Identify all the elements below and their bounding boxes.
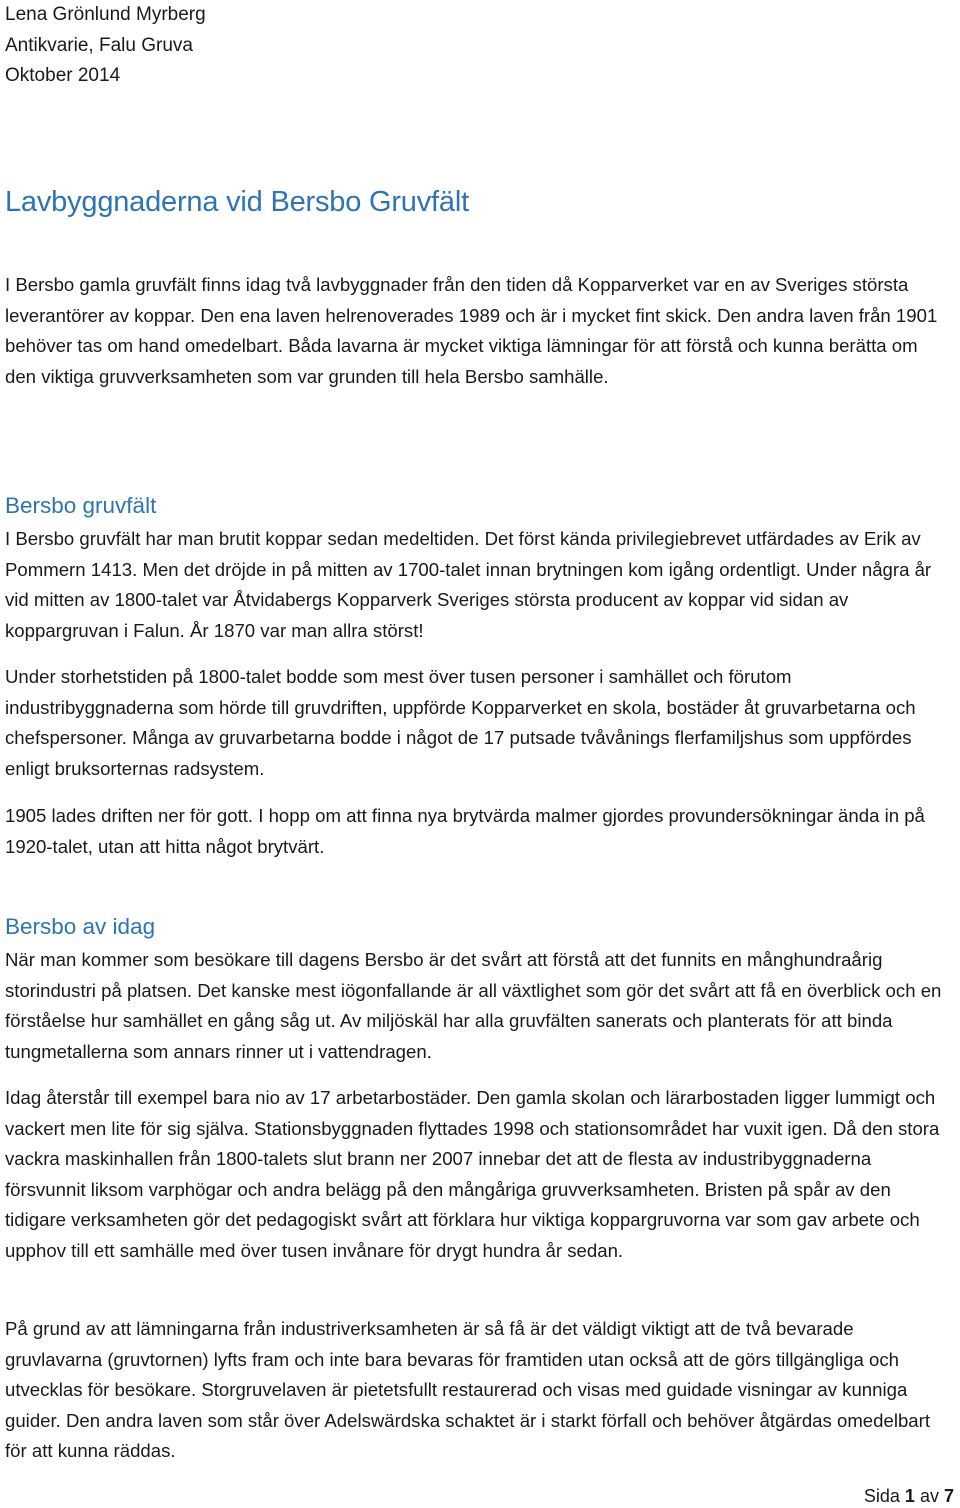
section1-paragraph-3: 1905 lades driften ner för gott. I hopp om att finna nya brytvärda malmer gjordes provundersökningar ända in på 1920-talet, utan att hitta något brytvärt. [5, 805, 925, 857]
section2-paragraph-3: På grund av att lämningarna från industriverksamheten är så få är det väldigt viktigt att de två bevarade gruvlavarna (gruvtornen) lyfts fram och inte bara bevaras för framtiden utan också att de görs tillgängliga och utvecklas för besökare. Storgruvelaven är pietetsfullt restaurerad och visas med guidade visningar av kunniga guider. Den andra laven som står över Adelswärdska schaktet är i starkt förfall och behöver åtgärdas omedelbart för att kunna räddas. [5, 1318, 931, 1462]
section1-paragraph-1: I Bersbo gruvfält har man brutit koppar sedan medeltiden. Det först kända privilegiebrevet utfärdades av Erik av Pommern 1413. Men det dröjde in på mitten av 1700-talet innan brytningen kom igång ordentligt. Under några år vid mitten av 1800-talet var Åtvidabergs Kopparverk Sveriges största producent av koppar vid sidan av koppargruvan i Falun. År 1870 var man allra störst! [5, 528, 932, 641]
section-heading-bersbo-gruvfalt: Bersbo gruvfält [5, 493, 157, 518]
author-block [5, 0, 206, 92]
page-number [864, 1484, 954, 1508]
author-role: Antikvarie, Falu Gruva [5, 34, 193, 56]
section2-paragraph-2: Idag återstår till exempel bara nio av 17 arbetarbostäder. Den gamla skolan och lärarbostaden ligger lummigt och vackert men lite för sig själva. Stationsbyggnaden flyttades 1998 och stationsområdet har vuxit igen. Då den stora vackra maskinhallen från 1800-talets slut brann ner 2007 innebar det att de flesta av industribyggnaderna försvunnit liksom varphögar och andra belägg på den mångåriga gruvverksamheten. Bristen på spår av den tidigare verksamheten gör det pedagogiskt svårt att förklara hur viktiga koppargruvorna var som gav arbete och upphov till ett samhälle med över tusen invånare för drygt hundra år sedan. [5, 1087, 940, 1261]
document-title: Lavbyggnaderna vid Bersbo Gruvfält [5, 186, 469, 218]
section-heading-bersbo-av-idag: Bersbo av idag [5, 914, 156, 939]
section1-paragraph-2: Under storhetstiden på 1800-talet bodde som mest över tusen personer i samhället och förutom industribyggnaderna som hörde till gruvdriften, uppförde Kopparverket en skola, bostäder åt gruvarbetarna och chefspersoner. Många av gruvarbetarna bodde i något de 17 putsade tvåvånings flerfamiljshus som uppfördes enligt bruksorternas radsystem. [5, 666, 916, 779]
of-word: av [919, 1486, 939, 1506]
intro-paragraph: I Bersbo gamla gruvfält finns idag två lavbyggnader från den tiden då Kopparverket var en av Sveriges största leverantörer av koppar. Den ena laven helrenoverades 1989 och är i mycket fint skick. Den andra laven från 1901 behöver tas om hand omedelbart. Båda lavarna är mycket viktiga lämningar för att förstå och kunna berätta om den viktiga gruvverksamheten som var grunden till hela Bersbo samhälle. [5, 274, 938, 387]
page-total: 7 [943, 1486, 954, 1506]
document-date: Oktober 2014 [5, 65, 121, 86]
page-word: Sida [863, 1486, 900, 1506]
author-name: Lena Grönlund Myrberg [5, 4, 206, 25]
page-current: 1 [904, 1486, 915, 1506]
section2-paragraph-1: När man kommer som besökare till dagens Bersbo är det svårt att förstå att det funnits en månghundraårig storindustri på platsen. Det kanske mest iögonfallande är all växtlighet som gör det svårt att få en överblick och en förståelse hur samhället en gång såg ut. Av miljöskäl har alla gruvfälten sanerats och planterats för att binda tungmetallerna som annars rinner ut i vattendragen. [5, 949, 942, 1062]
